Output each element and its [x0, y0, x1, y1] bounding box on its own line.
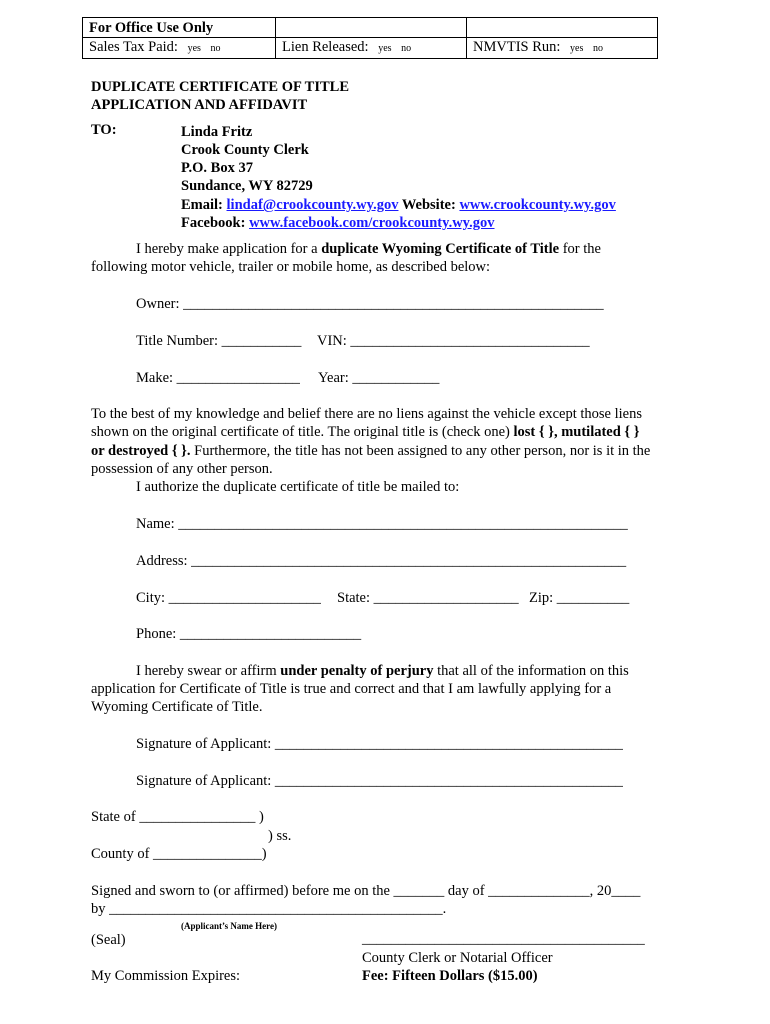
sales-tax-no[interactable]: no	[210, 43, 221, 54]
sworn-date-line[interactable]: Signed and sworn to (or affirmed) before me on the _______ day of ______________, 20____	[91, 883, 641, 899]
lien-released-label: Lien Released:	[282, 39, 369, 55]
sales-tax-label: Sales Tax Paid:	[89, 39, 178, 55]
email-label: Email:	[181, 197, 223, 213]
website-link[interactable]: www.crookcounty.wy.gov	[459, 197, 616, 213]
year-field[interactable]: Year: ____________	[318, 370, 440, 386]
mail-address-field[interactable]: Address: ____________________________________________________________	[136, 553, 627, 569]
oath-text-b: that all of the information on this	[433, 663, 629, 679]
title-number-field[interactable]: Title Number: ___________	[136, 333, 302, 349]
facebook-link[interactable]: www.facebook.com/crookcounty.wy.gov	[249, 215, 495, 231]
notary-signature-line[interactable]: _______________________________________	[362, 931, 645, 947]
email-link[interactable]: lindaf@crookcounty.wy.gov	[226, 197, 399, 213]
nmvtis-label: NMVTIS Run:	[473, 39, 561, 55]
nmvtis-no[interactable]: no	[593, 43, 604, 54]
nmvtis-cell	[467, 38, 658, 59]
oath-line-3: Wyoming Certificate of Title.	[91, 699, 263, 715]
liens-line-4: possession of any other person.	[91, 461, 273, 477]
to-city-state-zip: Sundance, WY 82729	[181, 178, 313, 194]
intro-line-1	[136, 240, 601, 258]
mail-city-field[interactable]: City: _____________________	[136, 590, 321, 606]
applicant-name-note: (Applicant’s Name Here)	[181, 921, 277, 931]
lien-released-cell	[276, 38, 467, 59]
website-label: Website:	[401, 197, 456, 213]
mail-phone-field[interactable]: Phone: _________________________	[136, 626, 362, 642]
seal-label: (Seal)	[91, 932, 126, 948]
sworn-by-line[interactable]: by ______________________________________________.	[91, 901, 447, 917]
to-po-box: P.O. Box 37	[181, 160, 253, 176]
heading-line-2: APPLICATION AND AFFIDAVIT	[91, 97, 308, 113]
oath-line-1	[136, 662, 629, 680]
lost-mutilated-checkboxes[interactable]: lost { }, mutilated { }	[513, 424, 640, 440]
office-use-title: For Office Use Only	[83, 18, 276, 38]
commission-expires: My Commission Expires:	[91, 968, 241, 984]
liens-text-a: shown on the original certificate of title. The original title is (check one)	[91, 424, 514, 440]
liens-text-b: Furthermore, the title has not been assigned to any other person, nor is it in the	[190, 443, 651, 459]
make-field[interactable]: Make: _________________	[136, 370, 300, 386]
liens-line-3	[91, 442, 650, 460]
intro-bold: duplicate Wyoming Certificate of Title	[321, 241, 560, 257]
owner-field[interactable]: Owner: __________________________________________________________	[136, 296, 604, 312]
office-use-table	[82, 17, 658, 59]
facebook-label: Facebook:	[181, 215, 246, 231]
lien-released-no[interactable]: no	[401, 43, 412, 54]
intro-text-a: I hereby make application for a	[136, 241, 322, 257]
vin-field[interactable]: VIN: _________________________________	[317, 333, 590, 349]
mail-zip-field[interactable]: Zip: __________	[529, 590, 630, 606]
intro-line-2: following motor vehicle, trailer or mobile home, as described below:	[91, 259, 491, 275]
oath-text-a: I hereby swear or affirm	[136, 663, 281, 679]
lien-released-yes[interactable]: yes	[378, 43, 392, 54]
liens-line-2	[91, 423, 639, 441]
fee-label: Fee: Fifteen Dollars ($15.00)	[362, 968, 538, 984]
nmvtis-yes[interactable]: yes	[570, 43, 584, 54]
mail-name-field[interactable]: Name: ______________________________________________________________	[136, 516, 628, 532]
venue-ss: ) ss.	[268, 828, 292, 844]
applicant-signature-1[interactable]: Signature of Applicant: ________________________________________________	[136, 736, 623, 752]
notary-title: County Clerk or Notarial Officer	[362, 950, 553, 966]
contact-facebook	[181, 214, 495, 232]
applicant-signature-2[interactable]: Signature of Applicant: ________________________________________________	[136, 773, 623, 789]
to-office: Crook County Clerk	[181, 142, 309, 158]
contact-email-website	[181, 196, 616, 214]
venue-state-field[interactable]: State of ________________ )	[91, 809, 264, 825]
mail-authorization: I authorize the duplicate certificate of title be mailed to:	[136, 479, 460, 495]
sales-tax-yes[interactable]: yes	[187, 43, 201, 54]
destroyed-checkbox[interactable]: or destroyed { }.	[91, 443, 191, 459]
oath-line-2: application for Certificate of Title is true and correct and that I am lawfully applying for a	[91, 681, 612, 697]
venue-county-field[interactable]: County of _______________)	[91, 846, 267, 862]
heading-line-1: DUPLICATE CERTIFICATE OF TITLE	[91, 79, 349, 95]
office-empty-cell-2	[467, 18, 658, 38]
mail-state-field[interactable]: State: ____________________	[337, 590, 519, 606]
to-name: Linda Fritz	[181, 124, 253, 140]
liens-line-1: To the best of my knowledge and belief there are no liens against the vehicle except those liens	[91, 406, 643, 422]
oath-bold: under penalty of perjury	[280, 663, 434, 679]
office-empty-cell-1	[276, 18, 467, 38]
sales-tax-cell	[83, 38, 276, 59]
intro-text-b: for the	[559, 241, 601, 257]
to-label: TO:	[91, 122, 117, 138]
